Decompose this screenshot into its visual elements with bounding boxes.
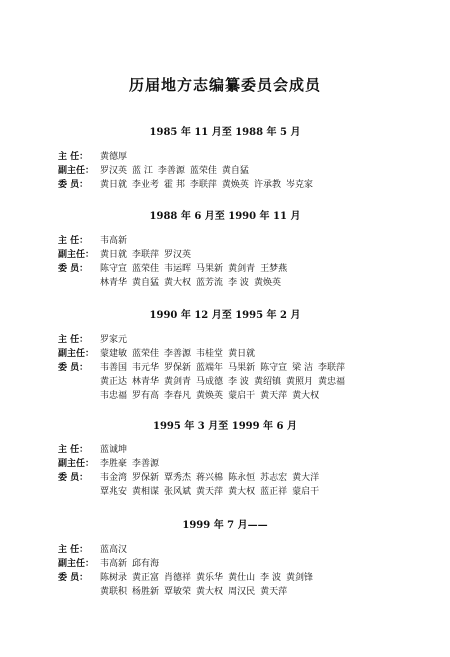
role-label: 副主任： xyxy=(58,559,95,569)
role-label: 副主任： xyxy=(58,166,95,176)
role-label: 委 员： xyxy=(58,264,89,274)
member-name: 陈守宣 xyxy=(100,264,128,274)
member-name: 黄大洋 xyxy=(292,473,320,483)
member-name: 肖德祥 xyxy=(164,573,192,583)
member-row xyxy=(58,250,438,261)
member-row xyxy=(58,152,438,163)
member-names xyxy=(100,236,132,246)
role-label: 主 任： xyxy=(58,152,89,162)
member-name: 罗有高 xyxy=(132,391,160,401)
member-names xyxy=(100,473,324,483)
member-name: 黄大权 xyxy=(228,487,256,497)
member-name: 李业考 xyxy=(132,180,160,190)
member-name: 黄大权 xyxy=(292,391,320,401)
member-name: 陈守宣 xyxy=(260,363,288,373)
role-label: 主 任： xyxy=(58,236,89,246)
member-name: 李 波 xyxy=(228,278,249,288)
member-row xyxy=(100,278,450,289)
member-name: 蒙建敏 xyxy=(100,349,128,359)
member-name: 马果新 xyxy=(228,363,256,373)
member-name: 李 波 xyxy=(228,377,249,387)
member-name: 李善源 xyxy=(157,166,185,176)
member-name: 黄剑锋 xyxy=(285,573,313,583)
term-heading: 1990 年 12 月至 1995 年 2 月 xyxy=(149,310,301,321)
member-names xyxy=(100,363,350,373)
role-label: 委 员： xyxy=(58,473,89,483)
member-name: 苏志宏 xyxy=(260,473,288,483)
member-names xyxy=(100,391,324,401)
member-name: 韦忠福 xyxy=(100,391,128,401)
member-name: 黄剑青 xyxy=(164,377,192,387)
member-name: 黄天萍 xyxy=(196,487,224,497)
member-name: 李善源 xyxy=(164,349,192,359)
role-label: 委 员： xyxy=(58,180,89,190)
member-name: 黄正富 xyxy=(132,573,160,583)
member-name: 蒙启干 xyxy=(292,487,320,497)
member-name: 黄仕山 xyxy=(228,573,256,583)
member-name: 岑克家 xyxy=(285,180,313,190)
member-name: 蓝高汉 xyxy=(100,545,128,555)
member-name: 罗保新 xyxy=(132,473,160,483)
member-name: 许承教 xyxy=(253,180,281,190)
member-name: 黄正达 xyxy=(100,377,128,387)
member-names xyxy=(100,545,132,555)
member-name: 李联萍 xyxy=(132,250,160,260)
member-name: 覃敏荣 xyxy=(164,587,192,597)
member-name: 韦善国 xyxy=(100,363,128,373)
member-name: 陈树录 xyxy=(100,573,128,583)
member-names xyxy=(100,559,164,569)
member-name: 黄大权 xyxy=(196,587,224,597)
member-name: 覃兆安 xyxy=(100,487,128,497)
member-name: 黄自猛 xyxy=(221,166,249,176)
member-name: 罗家元 xyxy=(100,335,128,345)
term-heading: 1988 年 6 月至 1990 年 11 月 xyxy=(149,211,301,222)
member-name: 韦高新 xyxy=(100,236,128,246)
member-names xyxy=(100,573,318,583)
member-row xyxy=(58,236,438,247)
member-row xyxy=(100,377,450,388)
member-row xyxy=(58,445,438,456)
member-name: 黄相谋 xyxy=(132,487,160,497)
member-name: 马成德 xyxy=(196,377,224,387)
member-name: 黄绍镇 xyxy=(253,377,281,387)
member-row xyxy=(58,459,438,470)
page-title: 历届地方志编纂委员会成员 xyxy=(128,76,321,94)
member-name: 林青华 xyxy=(100,278,128,288)
member-names xyxy=(100,335,132,345)
member-name: 黄焕英 xyxy=(221,180,249,190)
role-label: 副主任： xyxy=(58,459,95,469)
member-name: 梁 洁 xyxy=(292,363,313,373)
member-row xyxy=(100,391,450,402)
member-names xyxy=(100,180,318,190)
member-name: 韦运晖 xyxy=(164,264,192,274)
member-name: 黄焕英 xyxy=(196,391,224,401)
term-heading: 1985 年 11 月至 1988 年 5 月 xyxy=(149,127,301,138)
member-name: 黄忠福 xyxy=(317,377,345,387)
member-names xyxy=(100,587,292,597)
member-row xyxy=(58,166,438,177)
member-names xyxy=(100,487,324,497)
member-row xyxy=(58,335,438,346)
member-name: 韦桂堂 xyxy=(196,349,224,359)
member-name: 罗保新 xyxy=(164,363,192,373)
member-names xyxy=(100,278,286,288)
member-name: 李胜豪 xyxy=(100,459,128,469)
member-name: 李联萍 xyxy=(189,180,217,190)
member-name: 黄日就 xyxy=(100,250,128,260)
member-row xyxy=(58,573,438,584)
member-name: 蓝诚坤 xyxy=(100,445,128,455)
member-row xyxy=(58,180,438,191)
member-name: 张风斌 xyxy=(164,487,192,497)
member-name: 覃秀杰 xyxy=(164,473,192,483)
member-name: 蓝荣佳 xyxy=(189,166,217,176)
member-names xyxy=(100,250,196,260)
member-name: 蓝荣佳 xyxy=(132,349,160,359)
member-row xyxy=(100,587,450,598)
member-name: 蓝 江 xyxy=(132,166,153,176)
member-name: 李联萍 xyxy=(317,363,345,373)
member-row xyxy=(58,363,438,374)
member-name: 黄大权 xyxy=(164,278,192,288)
member-name: 韦元华 xyxy=(132,363,160,373)
member-name: 黄焕英 xyxy=(253,278,281,288)
role-label: 主 任： xyxy=(58,445,89,455)
member-names xyxy=(100,349,260,359)
member-name: 黄联积 xyxy=(100,587,128,597)
member-name: 韦高新 xyxy=(100,559,128,569)
member-name: 韦金湾 xyxy=(100,473,128,483)
term-heading: 1999 年 7 月—— xyxy=(182,520,268,531)
member-row xyxy=(58,349,438,360)
member-name: 黄日就 xyxy=(100,180,128,190)
member-name: 霍 邦 xyxy=(164,180,185,190)
member-row xyxy=(58,473,438,484)
member-name: 黄照月 xyxy=(285,377,313,387)
member-names xyxy=(100,166,254,176)
member-name: 蓝荣佳 xyxy=(132,264,160,274)
member-name: 黄自猛 xyxy=(132,278,160,288)
role-label: 主 任： xyxy=(58,335,89,345)
member-names xyxy=(100,152,132,162)
member-name: 黄日就 xyxy=(228,349,256,359)
role-label: 副主任： xyxy=(58,250,95,260)
member-row xyxy=(58,545,438,556)
member-name: 蓝芳流 xyxy=(196,278,224,288)
member-names xyxy=(100,445,132,455)
member-name: 邱有海 xyxy=(132,559,160,569)
member-row xyxy=(100,487,450,498)
member-row xyxy=(58,559,438,570)
member-name: 林青华 xyxy=(132,377,160,387)
member-name: 李善源 xyxy=(132,459,160,469)
member-name: 黄剑青 xyxy=(228,264,256,274)
member-name: 蓝正祥 xyxy=(260,487,288,497)
member-name: 罗汉英 xyxy=(164,250,192,260)
role-label: 主 任： xyxy=(58,545,89,555)
member-name: 黄天萍 xyxy=(260,587,288,597)
member-name: 马果新 xyxy=(196,264,224,274)
role-label: 副主任： xyxy=(58,349,95,359)
member-name: 黄德厚 xyxy=(100,152,128,162)
member-name: 黄天萍 xyxy=(260,391,288,401)
member-name: 李春凡 xyxy=(164,391,192,401)
member-names xyxy=(100,377,350,387)
member-name: 罗汉英 xyxy=(100,166,128,176)
member-name: 王梦燕 xyxy=(260,264,288,274)
member-names xyxy=(100,264,292,274)
member-name: 蒋兴棉 xyxy=(196,473,224,483)
role-label: 委 员： xyxy=(58,573,89,583)
member-name: 黄乐华 xyxy=(196,573,224,583)
member-name: 蓝端年 xyxy=(196,363,224,373)
role-label: 委 员： xyxy=(58,363,89,373)
member-name: 李 波 xyxy=(260,573,281,583)
term-heading: 1995 年 3 月至 1999 年 6 月 xyxy=(153,421,297,432)
member-name: 杨胜新 xyxy=(132,587,160,597)
member-name: 蒙启干 xyxy=(228,391,256,401)
member-row xyxy=(58,264,438,275)
member-names xyxy=(100,459,164,469)
member-name: 周汉民 xyxy=(228,587,256,597)
member-name: 陈永恒 xyxy=(228,473,256,483)
